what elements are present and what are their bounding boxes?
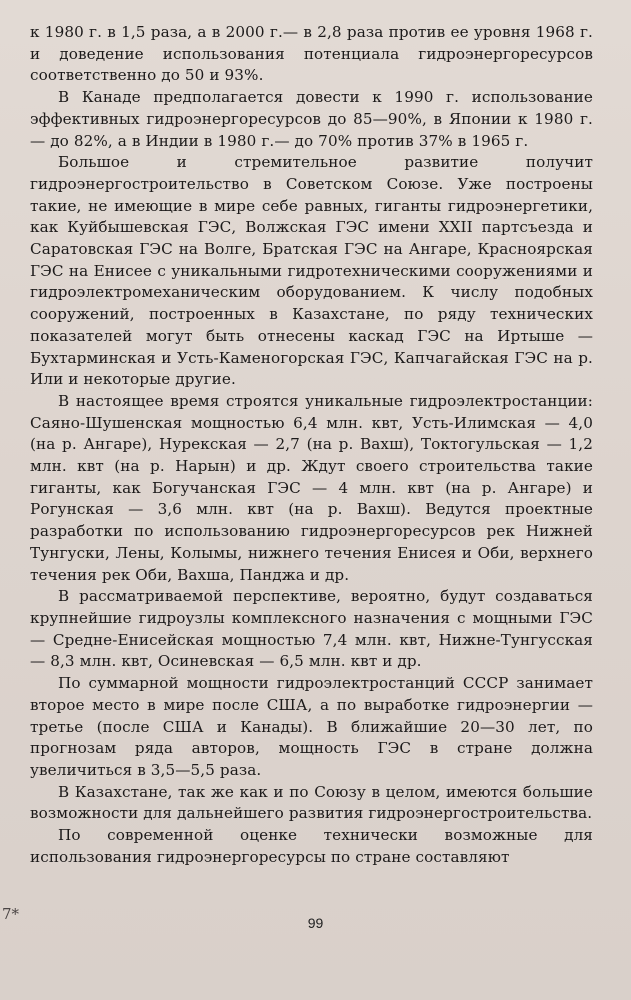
page-number: 99 xyxy=(307,915,324,931)
paragraph: Большое и стремительное развитие получит гидроэнергостроительство в Советском Союзе. Уже построены такие, не имеющие в мире себе равных, гиганты гидроэнергетики, как Куйбышевская ГЭС, Волжская ГЭС имени XXII партсъезда и Саратовская ГЭС на Волге, Братская ГЭС на Ангаре, Красноярская ГЭС на Енисее с уникальными гидротехническими сооружениями и гидроэлектромеханическим оборудованием. К числу подобных сооружений, построенных в Казахстане, по ряду технических показателей могут быть отнесены каскад ГЭС на Иртыше — Бухтарминская и Усть-Каменогорская ГЭС, Капчагайская ГЭС на р. Или и некоторые другие. xyxy=(30,153,593,389)
paragraph: В настоящее время строятся уникальные гидроэлектростанции: Саяно-Шушенская мощностью 6,4 млн. квт, Усть-Илимская — 4,0 (на р. Ангаре), Нурекская — 2,7 (на р. Вахш), Токтогульская — 1,2 млн. квт (на р. Нарын) и др. Ждут своего строительства такие гиганты, как Богучанская ГЭС — 4 млн. квт (на р. Ангаре) и Рогунская — 3,6 млн. квт (на р. Вахш). Ведутся проектные разработки по использованию гидроэнергоресурсов рек Нижней Тунгуски, Лены, Колымы, нижнего течения Енисея и Оби, верхнего течения рек Оби, Вахша, Панджа и др. xyxy=(30,391,593,584)
paragraph: В Казахстане, так же как и по Союзу в целом, имеются большие возможности для дальнейшего развития гидроэнергостроительства. xyxy=(30,782,593,823)
paragraph: По современной оценке технически возможные для использования гидроэнергоресурсы по стране составляют xyxy=(30,826,593,866)
paragraph: к 1980 г. в 1,5 раза, а в 2000 г.— в 2,8 раза против ее уровня 1968 г. и доведение использования потенциала гидроэнергоресурсов соответственно до 50 и 93%. xyxy=(30,23,593,85)
paragraph: По суммарной мощности гидроэлектростанций СССР занимает второе место в мире после США, а по выработке гидроэнергии — третье (после США и Канады). В ближайшие 20—30 лет, по прогнозам ряда авторов, мощность ГЭС в стране должна увеличиться в 3,5—5,5 раза. xyxy=(30,674,593,779)
paragraph: В рассматриваемой перспективе, вероятно, будут создаваться крупнейшие гидроузлы комплексного назначения с мощными ГЭС — Средне-Енисейская мощностью 7,4 млн. квт, Нижне-Тунгусская — 8,3 млн. квт, Осиневская — 6,5 млн. квт и др. xyxy=(30,587,593,671)
paragraph: В Канаде предполагается довести к 1990 г. использование эффективных гидроэнергоресурсов до 85—90%, в Японии к 1980 г.— до 82%, а в Индии в 1980 г.— до 70% против 37% в 1965 г. xyxy=(30,88,593,150)
page-text-body xyxy=(30,22,593,868)
signature-mark: 7* xyxy=(2,905,20,923)
